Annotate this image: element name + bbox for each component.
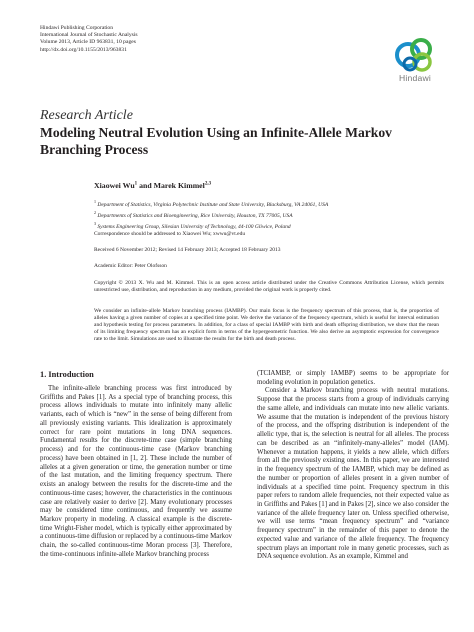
author-affil-sup: 2,3: [204, 181, 212, 187]
author-affil-sup: 1: [134, 181, 138, 187]
affil-text: Systems Engineering Group, Silesian University of Technology, 44-100 Gliwice, Poland: [96, 224, 291, 231]
affiliation-item: [94, 209, 444, 220]
affiliation-item: [94, 198, 444, 209]
copyright-notice: Copyright © 2013 X. Wu and M. Kimmel. This is an open access article distributed under the Creative Commons Attribution License, which permits unrestricted use, distribution, and reproduction in any medium, provided the original work is properly cited.: [94, 280, 444, 293]
body-column-right: [257, 370, 449, 562]
body-paragraph: (TCIAMBP, or simply IAMBP) seems to be appropriate for modeling evolution in population genetics.: [257, 370, 449, 386]
publication-info: [40, 25, 340, 54]
author-connector: and: [137, 181, 154, 190]
body-paragraph: Consider a Markov branching process with neutral mutations. Suppose that the process starts from a group of individuals carrying the same allele, and individuals can mutate into new allelic variants. We assume that the mutation is independent of the previous history of the process, and the offspring distribution is independent of the allelic type, that is, the selection is neutral for all alleles. The process can be described as an “infinitely-many-alleles” model (IAM). Whenever a mutation happens, it yields a new allele, which differs from all the previously existing ones. In this paper, we are interested in the frequency spectrum of the IAMBP, which may be defined as the number or proportion of alleles present in a given number of individuals at a specified time point. Frequency spectrum in this paper refers to random allele frequencies, not their expected value as in Griffiths and Pakes [1] and in Pakes [2], since we also consider the variance of the allele frequency later on. Unless specified otherwise, we will use terms “mean frequency spectrum” and “variance frequency spectrum” in the remainder of this paper to denote the expected value and variance of the allele frequency. The frequency spectrum plays an important role in many genetic processes, such as DNA sequence evolution. As an example, Kimmel and: [257, 387, 449, 561]
doi-link[interactable]: http://dx.doi.org/10.1155/2013/963831: [40, 46, 127, 53]
author-name: Xiaowei Wu: [94, 181, 135, 190]
publisher-name: Hindawi Publishing Corporation: [40, 25, 114, 31]
article-type: Research Article: [40, 108, 133, 123]
affil-sup: 2: [94, 210, 96, 216]
volume-info: Volume 2013, Article ID 963831, 10 pages: [40, 39, 136, 46]
hindawi-logo-text: Hindawi: [399, 73, 431, 83]
author-list: [94, 181, 211, 190]
affil-text: Department of Statistics, Virginia Polytechnic Institute and State University, Blacksburg, VA 24061, USA: [96, 201, 329, 208]
journal-name: International Journal of Stochastic Analysis: [40, 32, 138, 39]
section-heading: 1. Introduction: [40, 370, 94, 379]
affil-text: Departments of Statistics and Bioengineering, Rice University, Houston, TX 77005, USA: [96, 213, 293, 220]
affil-sup: 3: [94, 221, 96, 227]
abstract: We consider an infinite-allele Markov branching process (IAMBP). Our main focus is the frequency spectrum of this process, that is, the proportion of alleles having a given number of copies at a specified time point. We derive the variance of the frequency spectrum, which is useful for interval estimation and hypothesis testing for process parameters. In addition, for a class of special IAMBP with birth and death offspring distribution, we show that the mean of its limiting frequency spectrum has an explicit form in terms of the hypergeometric function. We also derive an asymptotic expression for convergence rate to the limit. Simulations are used to illustrate the results for the birth and death process.: [94, 308, 439, 343]
affil-sup: 1: [94, 199, 96, 204]
affiliations: [94, 198, 444, 232]
correspondence: Correspondence should be addressed to Xiaowei Wu; xwwu@vt.edu: [94, 231, 246, 237]
author-name: Marek Kimmel: [153, 181, 205, 190]
body-column-left: [40, 385, 232, 560]
dates: Received 6 November 2012; Revised 14 February 2013; Accepted 18 February 2013: [94, 247, 281, 253]
paper-title: Modeling Neutral Evolution Using an Infinite-Allele Markov Branching Process: [40, 125, 392, 157]
academic-editor: Academic Editor: Peter Olofsson: [94, 263, 167, 269]
body-paragraph: The infinite-allele branching process was first introduced by Griffiths and Pakes [1]. As a special type of branching process, this process allows individuals to mutate into infinitely many allelic variants, each of which is “new” in the sense of being different from all previously existing variants. This idealization is approximately correct for rare point mutations in long DNA sequences. Fundamental results for the discrete-time case (simple branching process) and for the continuous-time case (Markov branching process) have been obtained in [1, 2]. These include the number of alleles at a given generation or time, the generation number or time of the last mutation, and the limiting frequency spectrum. There exists an analogy between the results for the discrete-time and the continuous-time cases; however, the characteristics in the continuous case are relatively easier to derive [2]. Many evolutionary processes may be considered time continuous, and frequently we assume Markov property in modeling. A classical example is the discrete-time Wright-Fisher model, which is typically either approximated by a continuous-time diffusion or replaced by a continuous-time Markov chain, the so-called continuous-time Moran process [3]. Therefore, the time-continuous infinite-allele Markov branching process: [40, 385, 232, 558]
